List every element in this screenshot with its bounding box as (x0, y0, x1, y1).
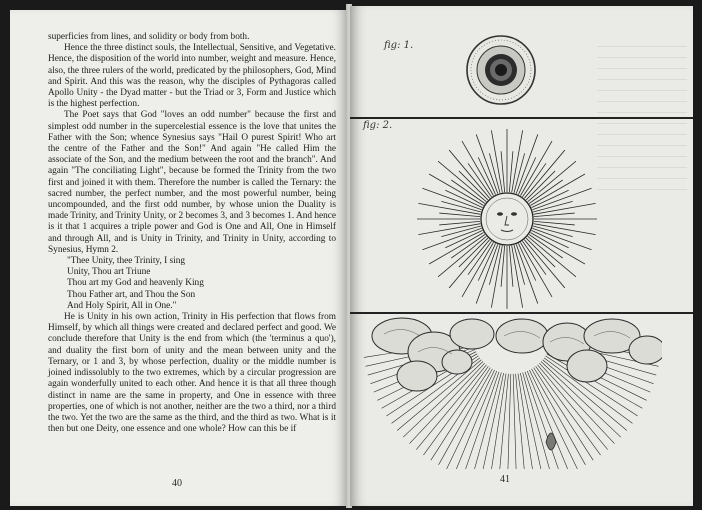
show-through-text (597, 46, 687, 196)
divider-line (350, 117, 693, 119)
page-number-left: 40 (172, 478, 182, 489)
verse-line: Thou art my God and heavenly King (67, 278, 204, 289)
verse-line: And Holy Spirit, All in One." (67, 300, 177, 311)
verse-line: Thou Father art, and Thou the Son (67, 289, 196, 300)
right-page (350, 6, 693, 506)
left-page-text (48, 32, 336, 435)
paragraph: Hence the three distinct souls, the Intellectual, Sensitive, and Vegetative. Hence, the disposition of the world into number, weight and measure. Hence, also, the three rulers of the world, predicated by the philosophers, God, Mind and Spirit. And this was the reason, why the disciples of Pythagoras called Apollo Unity - the Dyad matter - but the Triad or 3, Form and Justice which is the highest perfection. (48, 43, 336, 110)
figure-1-label: fig: 1. (384, 40, 414, 51)
clouds-illustration (362, 314, 662, 469)
page-number-right: 41 (500, 474, 510, 485)
verse-block (48, 256, 336, 312)
verse-line: "Thee Unity, thee Trinity, I sing (67, 256, 186, 267)
paragraph: The Poet says that God "loves an odd number" because the first and simplest odd number in the supercelestial essence is the love that unites the Father with the Son; whence Synesius says "Hail O purest Spirit! Who art the centre of the Father and the Son!" And again "He called Him the associate of the Son, and the medium between the root and the branch". And again "The conciliating Light", because be formed the Trinity from the two first and joined it with them. Therefore the number is called the Ternary: the sacred number, the perfect number, and the most powerful number, being uncompounded, and the first odd number, by whose union the Duality is made Trinity, and Trinity Unity, or 2 becomes 3, and 3 becomes 1. And hence is it that 1 acquires a triple power and God is One and All, One in Himself and through All, and is Unity in Trinity, and Trinity in Unity, according to Synesius, Hymn 2. (48, 110, 336, 255)
sun-illustration (412, 124, 602, 314)
paragraph: superficies from lines, and solidity or body from both. (48, 32, 250, 42)
verse-line: Unity, Thou art Triune (67, 267, 151, 278)
figure-2-label: fig: 2. (363, 120, 393, 131)
eye-illustration (458, 34, 544, 106)
paragraph: He is Unity in his own action, Trinity in His perfection that flows from Himself, by which all things were created and declared perfect and good. We conclude therefore that Unity is the end from which (the 'terminus a quo'), and duality the first born of unity and the mean between unity and the Ternary, or 1 and 3, by whose perfection, duality or the middle number is joined indissolubly to the two extremes, which by a circular progression are again wonderfully united to each other. And hence it is that all three though distinct in name are the same in property, and One in essence with three properties, one of which is not another, neither are the two a third, nor a third the two. Yet the two are the same as the third, and the third as two. What is it then but one Deity, one essence and one whole? How can this be if (48, 312, 336, 435)
left-page (10, 10, 348, 506)
